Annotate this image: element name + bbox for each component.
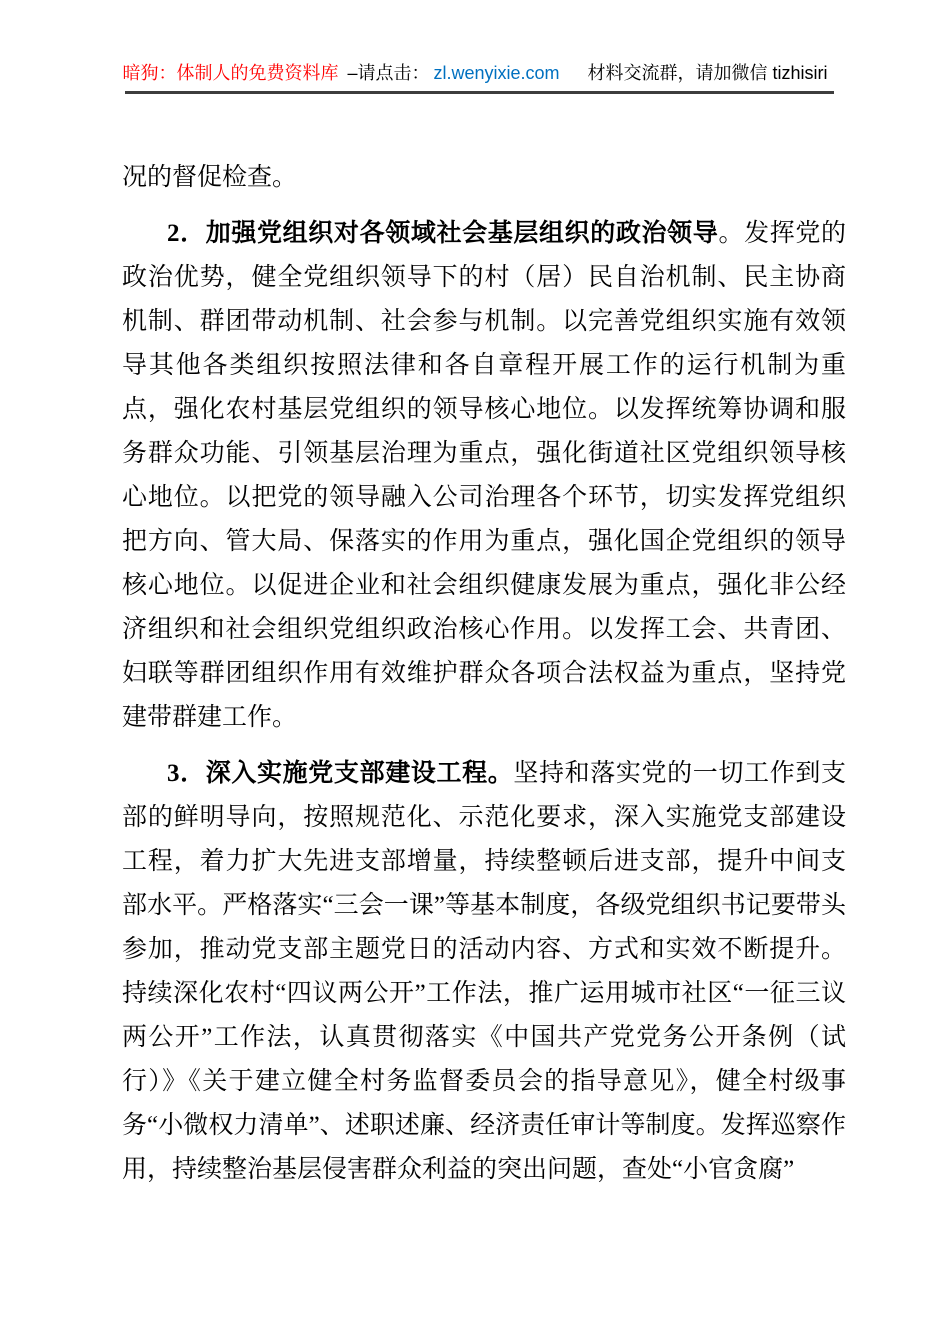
paragraph (122, 752, 846, 1192)
paragraph (122, 212, 846, 740)
paragraph-text-run: 。发挥党的政治优势，健全党组织领导下的村（居）民自治机制、民主协商机制、群团带动机制、社会参与机制。以完善党组织实施有效领导其他各类组织按照法律和各自章程开展工作的运行机制为重点，强化农村基层党组织的领导核心地位。以发挥统筹协调和服务群众功能、引领基层治理为重点，强化街道社区党组织领导核心地位。以把党的领导融入公司治理各个环节，切实发挥党组织把方向、管大局、保落实的作用为重点，强化国企党组织的领导核心地位。以促进企业和社会组织健康发展为重点，强化非公经济组织和社会组织党组织政治核心作用。以发挥工会、共青团、妇联等群团组织作用有效维护群众各项合法权益为重点，坚持党建带群建工作。 (122, 220, 846, 731)
group-info: 材料交流群，请加微信 tizhisiri (587, 63, 828, 83)
paragraph (122, 156, 846, 200)
click-prompt: –请点击： (342, 63, 430, 83)
paragraph-text-run: 况的督促检查。 (122, 164, 298, 191)
paragraph-text-run: 坚持和落实党的一切工作到支部的鲜明导向，按照规范化、示范化要求，深入实施党支部建设工程，着力扩大先进支部增量，持续整顿后进支部，提升中间支部水平。严格落实“三会一课”等基本制度，各级党组织书记要带头参加，推动党支部主题党日的活动内容、方式和实效不断提升。持续深化农村“四议两公开”工作法，推广运用城市社区“一征三议两公开”工作法，认真贯彻落实《中国共产党党务公开条例（试行）》《关于建立健全村务监督委员会的指导意见》，健全村级事务“小微权力清单”、述职述廉、经济责任审计等制度。发挥巡察作用，持续整治基层侵害群众利益的突出问题，查处“小官贪腐” (122, 760, 846, 1183)
promo-header (0, 60, 950, 86)
document-body (122, 156, 846, 1204)
header-divider (125, 91, 834, 94)
promo-link[interactable]: zl.wenyixie.com (433, 63, 560, 83)
paragraph-heading-run: 2．加强党组织对各领域社会基层组织的政治领导 (167, 220, 719, 247)
site-name: 暗狗：体制人的免费资料库 (122, 63, 339, 83)
paragraph-heading-run: 3．深入实施党支部建设工程。 (167, 760, 514, 787)
